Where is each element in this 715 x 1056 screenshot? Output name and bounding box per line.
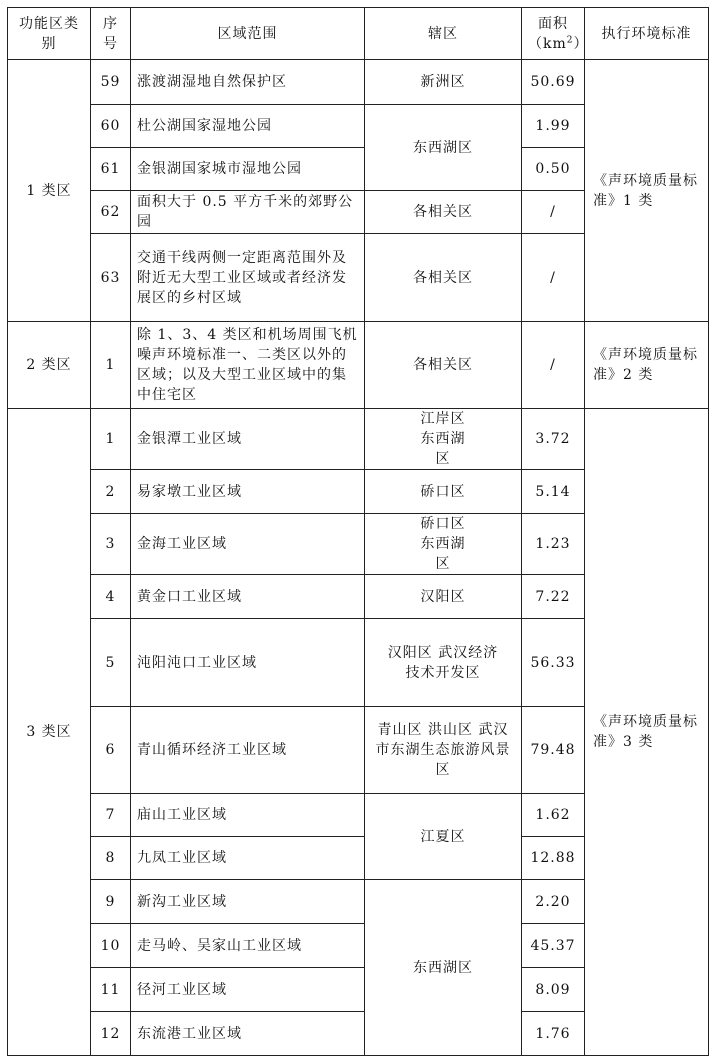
scope-cell: 青山循环经济工业区域	[131, 707, 365, 794]
scope-cell: 除 1、3、4 类区和机场周围飞机噪声环境标准一、二类区以外的区域；以及大型工业区域中的集中住宅区	[131, 322, 365, 409]
seq-cell: 2	[91, 470, 131, 514]
seq-cell: 59	[91, 60, 131, 105]
seq-cell: 62	[91, 191, 131, 234]
table-row	[8, 409, 709, 470]
scope-cell: 金银潭工业区域	[131, 409, 365, 470]
seq-cell: 7	[91, 794, 131, 837]
seq-cell: 5	[91, 619, 131, 707]
seq-cell: 6	[91, 707, 131, 794]
scope-cell: 走马岭、吴家山工业区域	[131, 924, 365, 968]
district-cell: 汉阳区	[365, 575, 522, 619]
district-cell: 东西湖区	[365, 880, 522, 1056]
header-area: 面积 $(km^2)$	[522, 8, 585, 60]
header-row	[8, 8, 709, 60]
district-cell: 汉阳区 武汉经济技术开发区	[365, 619, 522, 707]
seq-cell: 63	[91, 234, 131, 322]
scope-cell: 庙山工业区域	[131, 794, 365, 837]
district-cell: 硚口区	[365, 470, 522, 514]
seq-cell: 9	[91, 880, 131, 924]
area-cell: /	[522, 191, 585, 234]
area-cell: 3.72	[522, 409, 585, 470]
district-cell: 东西湖区	[365, 105, 522, 191]
seq-cell: 60	[91, 105, 131, 148]
district-cell: 青山区 洪山区 武汉市东湖生态旅游风景区	[365, 707, 522, 794]
scope-cell: 易家墩工业区域	[131, 470, 365, 514]
district-cell: 江夏区	[365, 794, 522, 880]
scope-cell: 杜公湖国家湿地公园	[131, 105, 365, 148]
area-cell: 45.37	[522, 924, 585, 968]
area-cell: 50.69	[522, 60, 585, 105]
scope-cell: 面积大于 0.5 平方千米的郊野公园	[131, 191, 365, 234]
seq-cell: 4	[91, 575, 131, 619]
area-cell: 0.50	[522, 148, 585, 191]
standard-cell: 《声环境质量标准》2 类	[585, 322, 709, 409]
district-cell: 江岸区 东西湖区	[365, 409, 522, 470]
scope-cell: 涨渡湖湿地自然保护区	[131, 60, 365, 105]
district-cell: 各相关区	[365, 322, 522, 409]
area-cell: 12.88	[522, 837, 585, 880]
area-cell: 1.76	[522, 1012, 585, 1056]
area-cell: /	[522, 234, 585, 322]
seq-cell: 10	[91, 924, 131, 968]
seq-cell: 11	[91, 968, 131, 1012]
area-cell: 8.09	[522, 968, 585, 1012]
standard-cell: 《声环境质量标准》3 类	[585, 409, 709, 1056]
category-cell: 3 类区	[8, 409, 91, 1056]
noise-zone-table	[7, 7, 709, 1056]
standard-cell: 《声环境质量标准》1 类	[585, 60, 709, 322]
area-cell: 1.99	[522, 105, 585, 148]
district-cell: 新洲区	[365, 60, 522, 105]
header-scope: 区域范围	[131, 8, 365, 60]
header-standard: 执行环境标准	[585, 8, 709, 60]
scope-cell: 九凤工业区域	[131, 837, 365, 880]
scope-cell: 径河工业区域	[131, 968, 365, 1012]
scope-cell: 新沟工业区域	[131, 880, 365, 924]
district-cell: 各相关区	[365, 234, 522, 322]
area-cell: 1.23	[522, 514, 585, 575]
scope-cell: 东流港工业区域	[131, 1012, 365, 1056]
area-cell: 7.22	[522, 575, 585, 619]
seq-cell: 61	[91, 148, 131, 191]
seq-cell: 1	[91, 322, 131, 409]
seq-cell: 3	[91, 514, 131, 575]
area-cell: 5.14	[522, 470, 585, 514]
area-cell: 56.33	[522, 619, 585, 707]
seq-cell: 1	[91, 409, 131, 470]
seq-cell: 8	[91, 837, 131, 880]
scope-cell: 金海工业区域	[131, 514, 365, 575]
district-cell: 硚口区 东西湖区	[365, 514, 522, 575]
category-cell: 1 类区	[8, 60, 91, 322]
district-cell: 各相关区	[365, 191, 522, 234]
area-cell: 79.48	[522, 707, 585, 794]
scope-cell: 交通干线两侧一定距离范围外及附近无大型工业区域或者经济发展区的乡村区域	[131, 234, 365, 322]
scope-cell: 金银湖国家城市湿地公园	[131, 148, 365, 191]
seq-cell: 12	[91, 1012, 131, 1056]
area-cell: /	[522, 322, 585, 409]
table-row	[8, 60, 709, 105]
header-category: 功能区类别	[8, 8, 91, 60]
area-cell: 1.62	[522, 794, 585, 837]
scope-cell: 黄金口工业区域	[131, 575, 365, 619]
header-district: 辖区	[365, 8, 522, 60]
header-seq: 序号	[91, 8, 131, 60]
category-cell: 2 类区	[8, 322, 91, 409]
table-row	[8, 322, 709, 409]
scope-cell: 沌阳沌口工业区域	[131, 619, 365, 707]
area-cell: 2.20	[522, 880, 585, 924]
